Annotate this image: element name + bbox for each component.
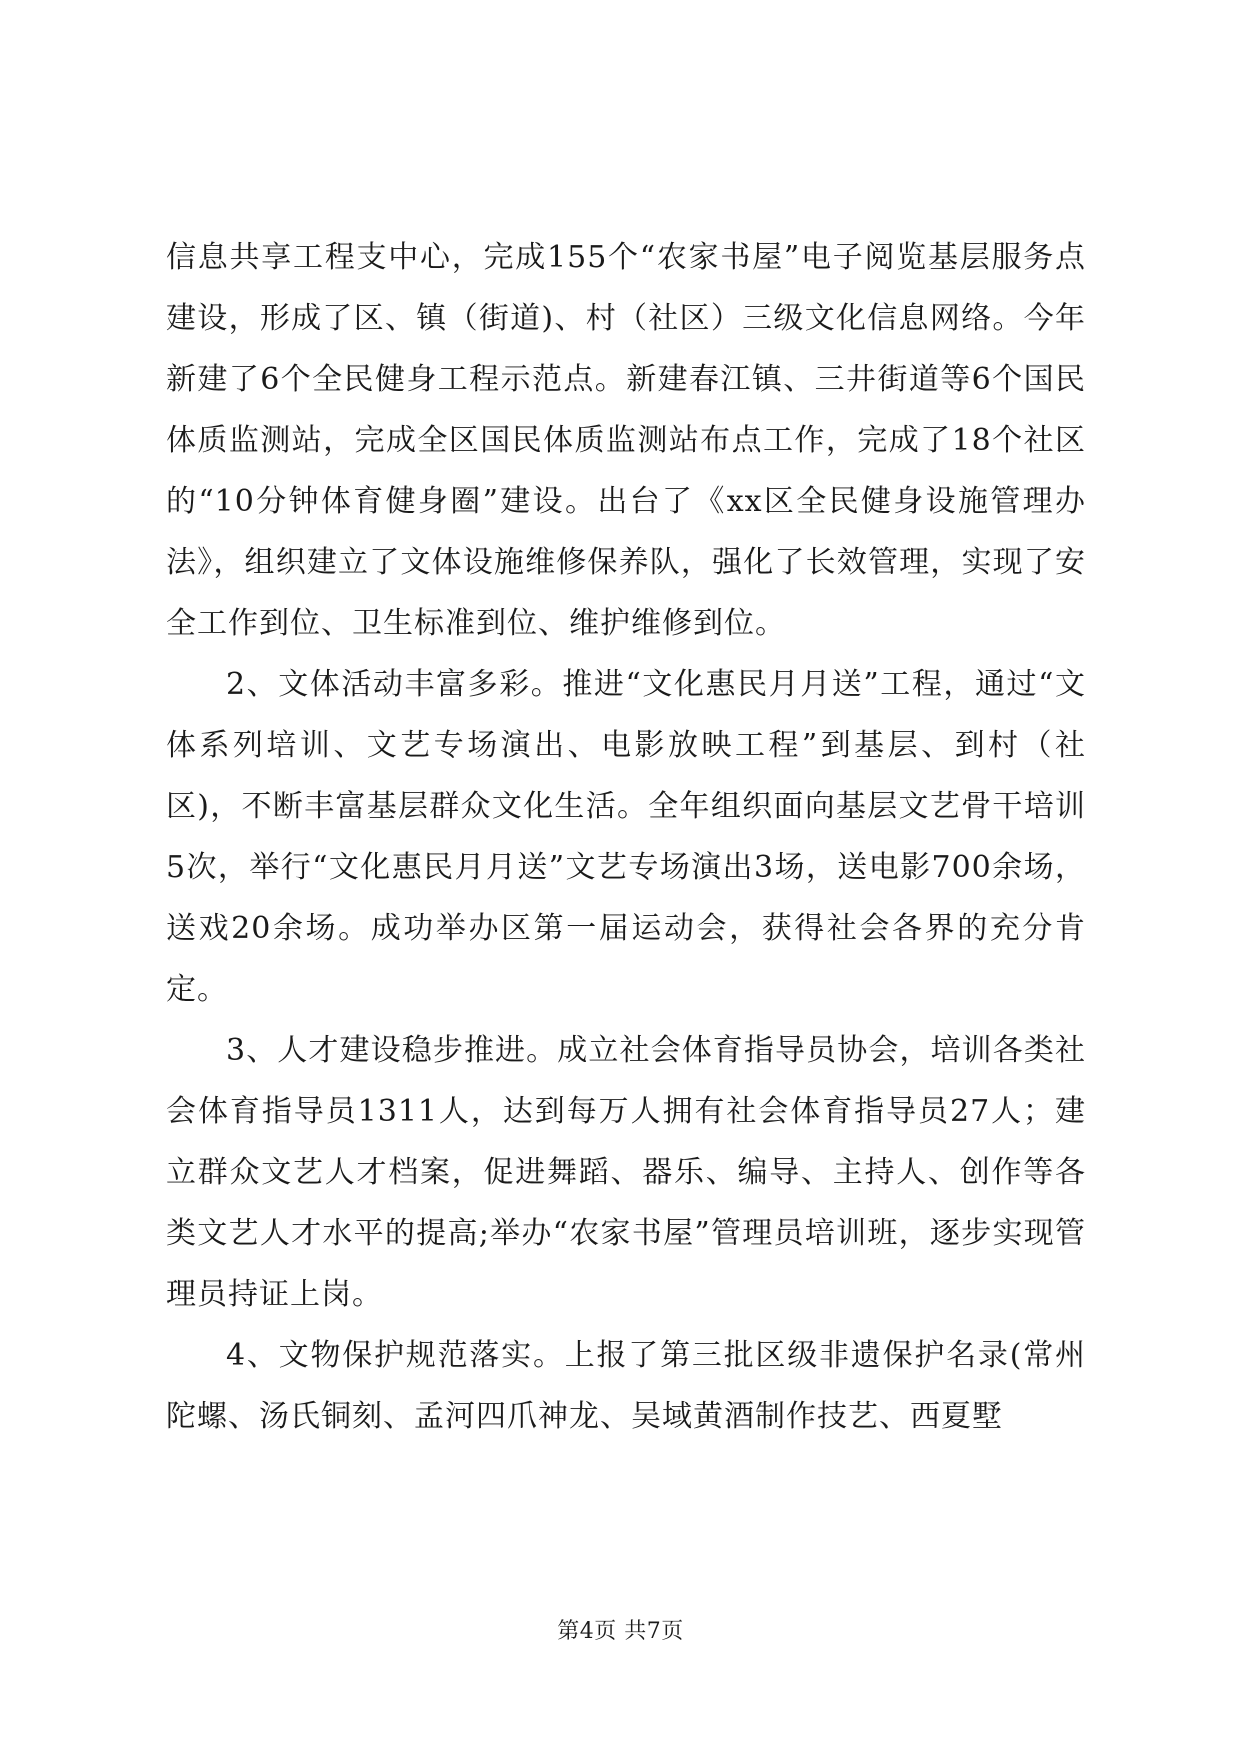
page-number-footer: 第4页 共7页 (557, 1619, 684, 1644)
document-body (166, 227, 1086, 1447)
paragraph-heritage-protection: 4、文物保护规范落实。上报了第三批区级非遗保护名录(常州陀螺、汤氏铜刻、孟河四爪神龙、吴域黄酒制作技艺、西夏墅 (166, 1338, 1086, 1434)
paragraph-cultural-activities: 2、文体活动丰富多彩。推进“文化惠民月月送”工程，通过“文体系列培训、文艺专场演出、电影放映工程”到基层、到村（社区)，不断丰富基层群众文化生活。全年组织面向基层文艺骨干培训5次，举行“文化惠民月月送”文艺专场演出3场，送电影700余场，送戏20余场。成功举办区第一届运动会，获得社会各界的充分肯定。 (166, 667, 1086, 1007)
paragraph-talent-building: 3、人才建设稳步推进。成立社会体育指导员协会，培训各类社会体育指导员1311人，达到每万人拥有社会体育指导员27人；建立群众文艺人才档案，促进舞蹈、器乐、编导、主持人、创作等各类文艺人才水平的提高;举办“农家书屋”管理员培训班，逐步实现管理员持证上岗。 (166, 1033, 1086, 1312)
paragraph-network-construction: 信息共享工程支中心，完成155个“农家书屋”电子阅览基层服务点建设，形成了区、镇（街道)、村（社区）三级文化信息网络。今年新建了6个全民健身工程示范点。新建春江镇、三井街道等6个国民体质监测站，完成全区国民体质监测站布点工作，完成了18个社区的“10分钟体育健身圈”建设。出台了《xx区全民健身设施管理办法》，组织建立了文体设施维修保养队，强化了长效管理，实现了安全工作到位、卫生标准到位、维护维修到位。 (166, 240, 1086, 641)
